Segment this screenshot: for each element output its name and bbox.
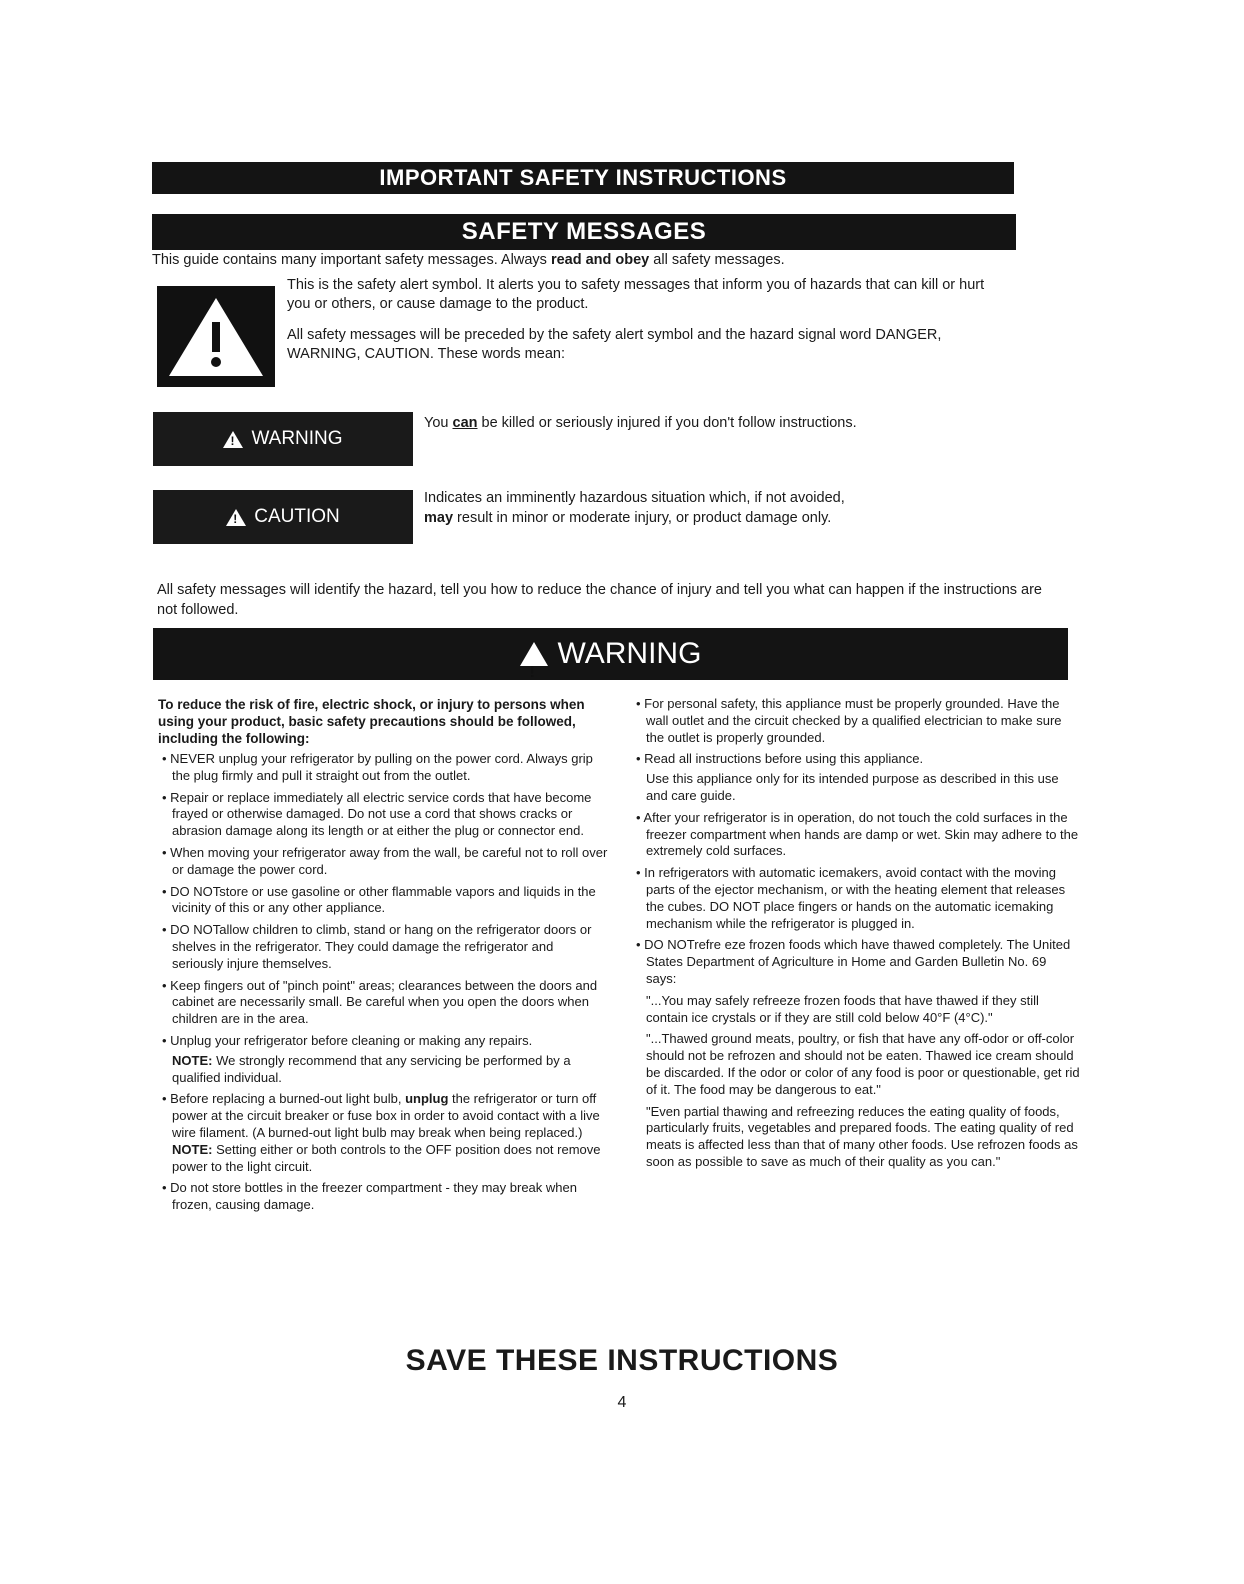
item-text: DO NOTallow children to climb, stand or hang on the refrigerator doors or shelves in the refrigerator. They could damage the refrigerator and seriously injure themselves. [170, 922, 592, 971]
item-text: When moving your refrigerator away from the wall, be careful not to roll over or damage the power cord. [170, 844, 608, 877]
intro-tail: all safety messages. [649, 252, 785, 268]
caution-desc-may: may [424, 510, 454, 526]
banner-subtitle: SAFETY MESSAGES [461, 218, 707, 245]
item-text: In refrigerators with automatic icemakers, avoid contact with the moving parts of the ejector mechanism, or with the heating element that releases the cubes. DO NOT place fingers or hands on the automatic icemaking mechanism while the refrigerator is plugged in. [644, 865, 1066, 931]
list-item: • Read all instructions before using this appliance. Use this appliance only for its intended purpose as described in this use and care guide. [632, 751, 1080, 804]
item-text: NEVER unplug your refrigerator by pulling on the power cord. Always grip the plug firmly and pull it straight out from the outlet. [170, 751, 593, 783]
caution-description [424, 488, 984, 528]
note-label: NOTE: [172, 1052, 213, 1068]
list-item: • Keep fingers out of "pinch point" areas; clearances between the doors and cabinet are necessarily small. Be careful when you open the doors when children are in the area. [162, 977, 598, 1027]
warning-banner [153, 628, 1068, 680]
signal-word-explanation: All safety messages will be preceded by the safety alert symbol and the hazard signal word DANGER, WARNING, CAUTION. These words mean: [287, 327, 942, 362]
intro-bold: read and obey [550, 252, 650, 268]
list-item: • Repair or replace immediately all electric service cords that have become frayed or otherwise damaged. Do not use a cord that shows cracks or abrasion damage along its length or at either the plug or connector end. [162, 789, 592, 839]
list-item: • Before replacing a burned-out light bulb, unplug the refrigerator or turn off power at the circuit breaker or fuse box in order to avoid contact with a live wire filament. (A burned-out light bulb may break when being replaced.) NOTE: Setting either or both controls to the OFF position does not remove power to the light circuit. [162, 1091, 601, 1174]
item-text: DO NOTstore or use gasoline or other flammable vapors and liquids in the vicinity of this or any other appliance. [170, 883, 596, 916]
warning-desc-post: be killed or seriously injured if you don't follow instructions. [477, 415, 857, 431]
list-item: • DO NOTrefre eze frozen foods which have thawed completely. The United States Department of Agriculture in Home and Garden Bulletin No. 69 says: [636, 937, 1071, 986]
caution-label: CAUTION [254, 506, 340, 527]
item-text: Repair or replace immediately all electric service cords that have become frayed or otherwise damaged. Do not use a cord that shows cracks or abrasion damage along its length or at either the plug or connector end. [170, 789, 592, 839]
warning-signal-badge [153, 412, 413, 466]
item-text: Setting either or both controls to the OFF position does not remove power to the light circuit. [172, 1141, 601, 1174]
item-text: After your refrigerator is in operation, do not touch the cold surfaces in the freezer compartment when hands are damp or wet. Skin may adhere to the extremely cold surfaces. [643, 809, 1079, 859]
list-item: • Unplug your refrigerator before cleaning or making any repairs. NOTE: We strongly recommend that any servicing be performed by a qualified individual. [162, 1032, 571, 1085]
caution-desc-line1: Indicates an imminently hazardous situation which, if not avoided, [424, 490, 845, 506]
warning-triangle-icon [223, 431, 243, 448]
right-column [632, 696, 1080, 1176]
identify-paragraph: All safety messages will identify the hazard, tell you how to reduce the chance of injury and tell you what can happen if the instructions are not followed. [157, 582, 1042, 618]
list-item: • Do not store bottles in the freezer compartment - they may break when frozen, causing damage. [162, 1180, 577, 1213]
list-item: • NEVER unplug your refrigerator by pulling on the power cord. Always grip the plug firmly and pull it straight out from the outlet. [162, 751, 593, 783]
list-item: • DO NOTstore or use gasoline or other flammable vapors and liquids in the vicinity of this or any other appliance. [162, 883, 596, 916]
warning-banner-triangle-icon [520, 642, 548, 666]
warning-banner-title: WARNING [557, 637, 702, 670]
banner-title: IMPORTANT SAFETY INSTRUCTIONS [379, 165, 787, 190]
usda-quote: "Even partial thawing and refreezing reduces the eating quality of foods, particularly fruits, vegetables and prepared foods. The eating quality of red meats is affected less than that of many other foods. Use refrozen foods as soon as possible to save as much of their quality as you can." [646, 1103, 1078, 1169]
item-text: For personal safety, this appliance must be properly grounded. Have the wall outlet and the circuit checked by a qualified electrician to make sure the outlet is properly grounded. [644, 696, 1062, 745]
save-instructions-heading: SAVE THESE INSTRUCTIONS [405, 1344, 839, 1377]
list-item: • For personal safety, this appliance must be properly grounded. Have the wall outlet and the circuit checked by a qualified electrician to make sure the outlet is properly grounded. [636, 696, 1062, 745]
item-text: Read all instructions before using this appliance. [644, 751, 924, 767]
unplug-bold: unplug [405, 1091, 449, 1107]
caution-signal-badge [153, 490, 413, 544]
warning-desc-pre: You [424, 415, 453, 431]
warning-desc-can: can [452, 415, 478, 431]
item-text: the refrigerator or turn off power at the circuit breaker or fuse box in order to avoid contact with a live wire filament. (A burned-out light bulb may break when being replaced.) [172, 1091, 600, 1140]
intro-lead: This guide contains many important safety messages. Always [152, 252, 551, 268]
item-text: Unplug your refrigerator before cleaning or making any repairs. [170, 1032, 533, 1048]
item-text: Do not store bottles in the freezer compartment - they may break when frozen, causing damage. [170, 1180, 577, 1213]
left-column-lead: To reduce the risk of fire, electric shock, or injury to persons when using your product, basic safety precautions should be followed, including the following: [158, 697, 585, 746]
item-subtext: Use this appliance only for its intended purpose as described in this use and care guide. [646, 771, 1059, 803]
list-item: • After your refrigerator is in operation, do not touch the cold surfaces in the freezer compartment when hands are damp or wet. Skin may adhere to the extremely cold surfaces. [636, 809, 1079, 859]
page-number: 4 [617, 1394, 627, 1411]
item-text: Before replacing a burned-out light bulb, [170, 1091, 406, 1107]
symbol-explanation: This is the safety alert symbol. It alerts you to safety messages that inform you of hazards that can kill or hurt you or others, or cause damage to the product. [287, 277, 985, 312]
note-text: We strongly recommend that any servicing be performed by a qualified individual. [172, 1052, 571, 1085]
important-safety-instructions-banner [152, 162, 1014, 194]
caution-desc-line2: result in minor or moderate injury, or product damage only. [453, 510, 832, 526]
warning-description [424, 413, 984, 433]
list-item: • DO NOTallow children to climb, stand or hang on the refrigerator doors or shelves in the refrigerator. They could damage the refrigerator and seriously injure themselves. [162, 922, 592, 971]
list-item: • When moving your refrigerator away from the wall, be careful not to roll over or damage the power cord. [162, 844, 608, 877]
left-column [158, 696, 608, 1219]
list-item: • In refrigerators with automatic icemakers, avoid contact with the moving parts of the ejector mechanism, or with the heating element that releases the cubes. DO NOT place fingers or hands on the automatic icemaking mechanism while the refrigerator is plugged in. [636, 865, 1066, 931]
item-text: Keep fingers out of "pinch point" areas; clearances between the doors and cabinet are necessarily small. Be careful when you open the doors when children are in the area. [170, 977, 598, 1027]
usda-quote: "...Thawed ground meats, poultry, or fish that have any off-odor or off-color should not be refrozen and should not be eaten. Thawed ice cream should be discarded. If the odor or color of any food is poor or questionable, get rid of it. The food may be dangerous to eat." [646, 1031, 1080, 1097]
safety-alert-symbol-icon [157, 286, 275, 387]
intro-text [152, 252, 785, 268]
warning-label: WARNING [251, 428, 343, 449]
caution-triangle-icon [226, 509, 246, 526]
usda-quote: "...You may safely refreeze frozen foods that have thawed if they still contain ice crystals or if they are still cold below 40°F (4°C)." [646, 992, 1039, 1025]
safety-messages-banner [152, 214, 1016, 250]
item-text: DO NOTrefre eze frozen foods which have thawed completely. The United States Department of Agriculture in Home and Garden Bulletin No. 69 says: [644, 937, 1071, 986]
note-label: NOTE: [172, 1141, 213, 1157]
